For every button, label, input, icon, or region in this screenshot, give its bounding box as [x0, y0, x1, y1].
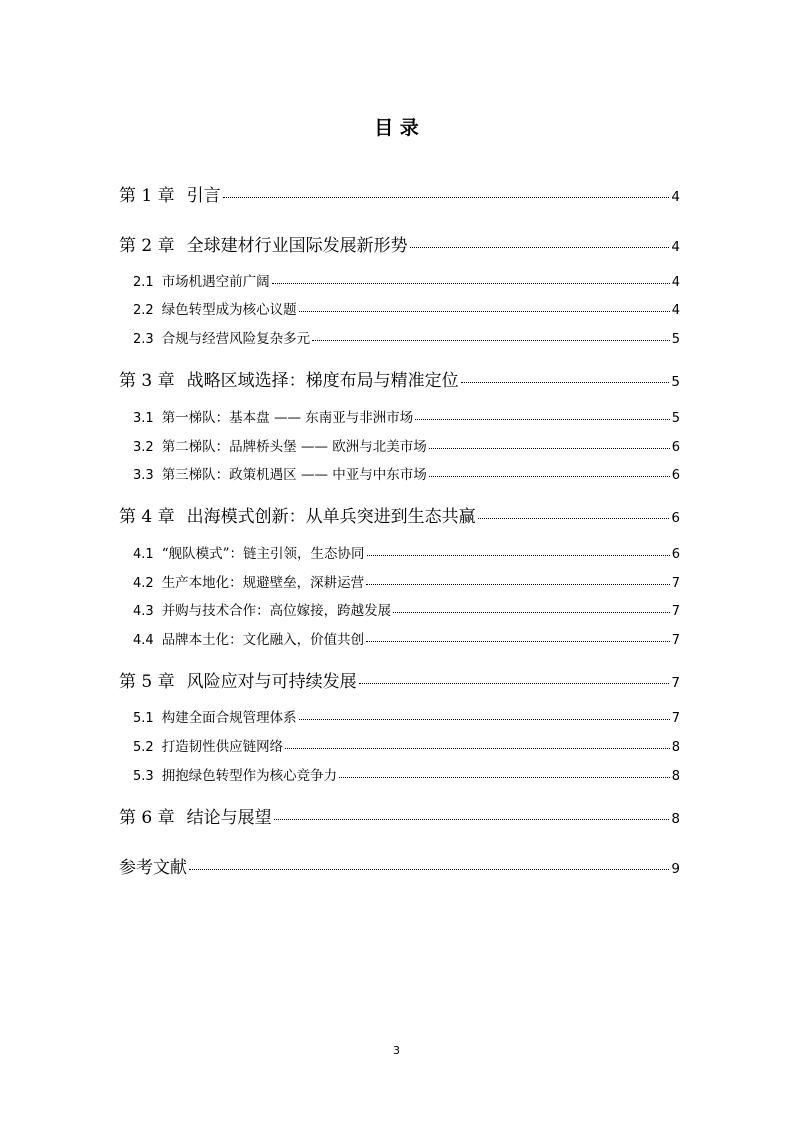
- toc-entry-number: 2.1: [133, 275, 154, 290]
- toc-entry-number: 5.2: [133, 740, 154, 755]
- toc-entry-page: 6: [671, 440, 680, 455]
- toc-entry-5-1[interactable]: [133, 706, 680, 726]
- dot-leader: [299, 311, 670, 312]
- toc-entry-page: 7: [671, 576, 680, 591]
- toc-entry-number: 4.2: [133, 576, 154, 591]
- toc-entry-2-3[interactable]: [133, 327, 680, 347]
- toc-entry-label: 品牌本土化：文化融入，价值共创: [161, 632, 365, 648]
- dot-leader: [415, 419, 669, 420]
- toc-entry-page: 4: [671, 275, 680, 290]
- dot-leader: [393, 612, 670, 613]
- toc-entry-ch1[interactable]: [119, 181, 680, 206]
- dot-leader: [189, 869, 669, 870]
- dot-leader: [367, 555, 670, 556]
- toc-entry-label: 构建全面合规管理体系: [161, 710, 297, 726]
- toc-entry-number: 2.2: [133, 303, 154, 318]
- toc-entry-number: 第 2 章: [119, 236, 175, 256]
- toc-entry-4-3[interactable]: [133, 599, 680, 619]
- dot-leader: [285, 748, 670, 749]
- toc-entry-label: 第三梯队：政策机遇区 —— 中亚与中东市场: [161, 467, 427, 483]
- dot-leader: [339, 777, 670, 778]
- toc-entry-number: 3.1: [133, 411, 154, 426]
- dot-leader: [312, 340, 670, 341]
- toc-entry-label: 并购与技术合作：高位嫁接，跨越发展: [161, 603, 392, 619]
- toc-entry-label: 第二梯队：品牌桥头堡 —— 欧洲与北美市场: [161, 439, 427, 455]
- toc-title: 目 录: [374, 117, 419, 139]
- toc-entry-number: 5.1: [133, 711, 154, 726]
- toc-entry-number: 5.3: [133, 769, 154, 784]
- toc-entry-4-4[interactable]: [133, 628, 680, 648]
- toc-entry-number: 第 1 章: [119, 186, 175, 206]
- toc-entry-5-3[interactable]: [133, 764, 680, 784]
- toc-entry-page: 5: [671, 332, 680, 347]
- toc-entry-3-1[interactable]: [133, 406, 680, 426]
- toc-entry-page: 6: [671, 510, 680, 526]
- toc-entry-label: 结论与展望: [186, 808, 272, 828]
- toc-entry-ch2[interactable]: [119, 231, 680, 256]
- toc-entry-page: 6: [671, 468, 680, 483]
- toc-entry-page: 4: [671, 239, 680, 255]
- toc-entry-number: 3.2: [133, 440, 154, 455]
- toc-entry-number: 4.3: [133, 604, 154, 619]
- toc-entry-page: 7: [671, 675, 680, 691]
- dot-leader: [272, 283, 670, 284]
- toc-entry-ch5[interactable]: [119, 667, 680, 692]
- dot-leader: [359, 683, 670, 684]
- toc-entry-label: 战略区域选择：梯度布局与精准定位: [186, 371, 459, 391]
- toc-entry-4-2[interactable]: [133, 571, 680, 591]
- toc-entry-label: 打造韧性供应链网络: [161, 739, 284, 755]
- toc-entry-2-1[interactable]: [133, 270, 680, 290]
- toc-entry-number: 第 5 章: [119, 672, 175, 692]
- dot-leader: [274, 819, 670, 820]
- toc-entry-label: 生产本地化：规避壁垒，深耕运营: [161, 575, 365, 591]
- dot-leader: [461, 382, 670, 383]
- toc-entry-4-1[interactable]: [133, 542, 680, 562]
- toc-entry-page: 9: [671, 861, 680, 877]
- toc-entry-ch3[interactable]: [119, 366, 680, 391]
- toc-entry-label: 拥抱绿色转型作为核心竞争力: [161, 768, 338, 784]
- toc-entry-ch4[interactable]: [119, 502, 680, 527]
- toc-entry-page: 8: [671, 811, 680, 827]
- toc-entry-label: 引言: [186, 186, 221, 206]
- dot-leader: [429, 476, 670, 477]
- toc-entry-label: 第一梯队：基本盘 —— 东南亚与非洲市场: [161, 410, 414, 426]
- toc-entry-page: 6: [671, 547, 680, 562]
- toc-entry-number: 3.3: [133, 468, 154, 483]
- toc-entry-number: 第 6 章: [119, 808, 175, 828]
- toc-entry-label: 风险应对与可持续发展: [186, 672, 357, 692]
- toc-entry-references[interactable]: [119, 853, 680, 878]
- toc-entry-label: 合规与经营风险复杂多元: [161, 331, 311, 347]
- page-number: 3: [393, 1044, 400, 1057]
- toc-entry-label: 出海模式创新：从单兵突进到生态共赢: [186, 507, 476, 527]
- toc-entry-page: 4: [671, 303, 680, 318]
- toc-entry-label: “舰队模式”：链主引领，生态协同: [161, 546, 365, 562]
- toc-entry-label: 市场机遇空前广阔: [161, 274, 270, 290]
- dot-leader: [366, 584, 670, 585]
- toc-entry-page: 7: [671, 633, 680, 648]
- toc-entry-2-2[interactable]: [133, 298, 680, 318]
- dot-leader: [299, 719, 670, 720]
- dot-leader: [366, 641, 670, 642]
- toc-entry-page: 8: [671, 740, 680, 755]
- toc-entry-page: 5: [671, 411, 680, 426]
- dot-leader: [478, 518, 670, 519]
- toc-entry-number: 4.1: [133, 547, 154, 562]
- dot-leader: [410, 247, 670, 248]
- toc-entry-label: 全球建材行业国际发展新形势: [186, 236, 408, 256]
- toc-entry-page: 4: [671, 189, 680, 205]
- toc-entry-number: 第 3 章: [119, 371, 175, 391]
- toc-entry-number: 第 4 章: [119, 507, 175, 527]
- toc-entry-page: 7: [671, 604, 680, 619]
- toc-entry-3-3[interactable]: [133, 463, 680, 483]
- toc-entry-5-2[interactable]: [133, 735, 680, 755]
- toc-entry-page: 8: [671, 769, 680, 784]
- toc-entry-label: 参考文献: [119, 858, 187, 878]
- dot-leader: [223, 197, 670, 198]
- toc-entry-number: 2.3: [133, 332, 154, 347]
- toc-entry-page: 5: [671, 374, 680, 390]
- toc-entry-page: 7: [671, 711, 680, 726]
- toc-entry-3-2[interactable]: [133, 435, 680, 455]
- toc-entry-number: 4.4: [133, 633, 154, 648]
- toc-entry-ch6[interactable]: [119, 803, 680, 828]
- dot-leader: [429, 448, 670, 449]
- toc-entry-label: 绿色转型成为核心议题: [161, 302, 297, 318]
